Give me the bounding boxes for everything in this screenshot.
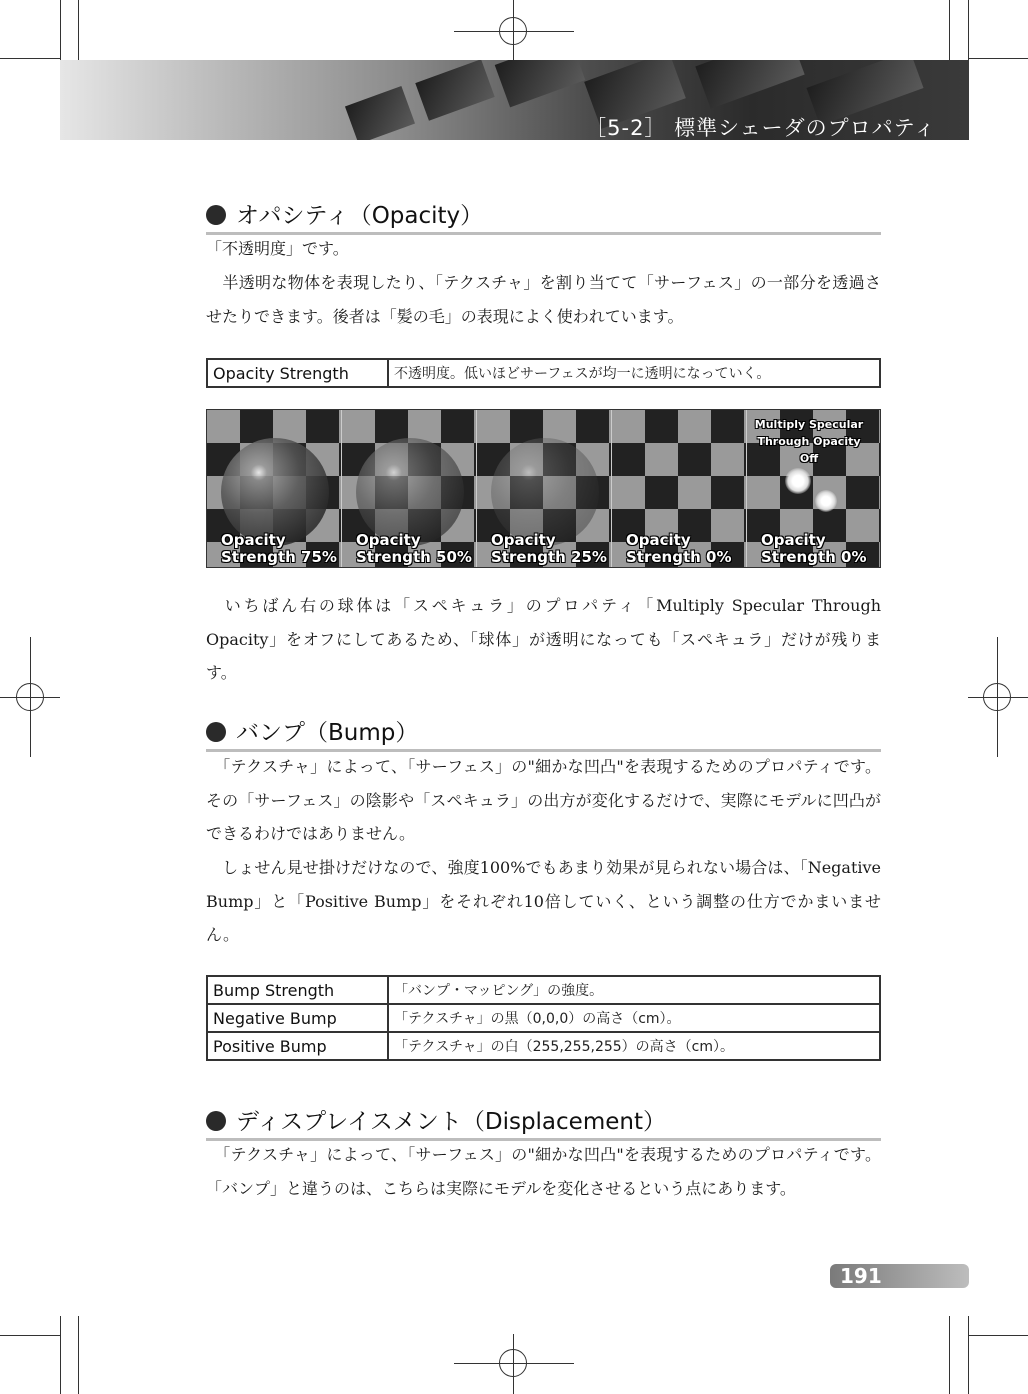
sphere-render bbox=[221, 438, 329, 546]
label-line: Opacity bbox=[356, 531, 421, 549]
label-line: Opacity bbox=[221, 531, 286, 549]
label-line: Strength 0% bbox=[761, 548, 867, 566]
registration-mark bbox=[983, 683, 1011, 711]
section-heading-bump bbox=[206, 714, 881, 752]
registration-mark bbox=[499, 17, 527, 45]
render-panel bbox=[342, 410, 477, 568]
registration-mark bbox=[499, 1349, 527, 1377]
bullet-icon bbox=[206, 722, 226, 742]
chapter-title: ［5-2］ 標準シェーダのプロパティ bbox=[585, 116, 936, 140]
label-line: Strength 75% bbox=[221, 548, 337, 566]
panel-label bbox=[761, 532, 867, 566]
registration-mark bbox=[16, 683, 44, 711]
crop-mark bbox=[968, 1316, 969, 1394]
property-name: Opacity Strength bbox=[207, 359, 388, 387]
note-line: Off bbox=[799, 452, 819, 465]
render-panel bbox=[477, 410, 612, 568]
opacity-render-figure bbox=[206, 409, 881, 568]
specular-note bbox=[747, 416, 874, 467]
bullet-icon bbox=[206, 205, 226, 225]
property-name: Negative Bump bbox=[207, 1004, 388, 1032]
specular-highlight bbox=[815, 490, 837, 512]
banner-decoration bbox=[345, 86, 415, 140]
label-line: Strength 0% bbox=[626, 548, 732, 566]
label-line: Strength 50% bbox=[356, 548, 472, 566]
banner-decoration bbox=[415, 60, 494, 121]
bullet-icon bbox=[206, 1111, 226, 1131]
crop-mark bbox=[78, 0, 79, 60]
crop-mark bbox=[949, 0, 950, 60]
paragraph: しょせん見せ掛けだけなので、強度100%でもあまり効果が見られない場合は、「Negative Bump」と「Positive Bump」をそれぞれ10倍していく、という調整の仕方でかまいません。 bbox=[206, 858, 881, 944]
section-heading-opacity bbox=[206, 197, 881, 235]
table-row bbox=[207, 359, 880, 387]
banner-decoration bbox=[495, 60, 586, 107]
banner-decoration bbox=[695, 60, 804, 109]
property-description: 「テクスチャ」の白（255,255,255）の高さ（cm）。 bbox=[388, 1032, 880, 1060]
section-heading-displacement bbox=[206, 1103, 881, 1141]
crop-mark bbox=[0, 58, 60, 59]
label-line: Opacity bbox=[761, 531, 826, 549]
sphere-render bbox=[356, 438, 464, 546]
heading-text: バンプ（Bump） bbox=[236, 720, 419, 746]
table-row bbox=[207, 1004, 880, 1032]
panel-label bbox=[221, 532, 337, 566]
crop-mark bbox=[60, 1316, 61, 1394]
panel-label bbox=[491, 532, 607, 566]
heading-text: オパシティ（Opacity） bbox=[236, 203, 484, 229]
crop-mark bbox=[968, 58, 1028, 59]
paragraph: いちばん右の球体は「スペキュラ」のプロパティ「Multiply Specular Through Opacity」をオフにしてあるため、「球体」が透明になっても「スペキュラ」だけが残ります。 bbox=[206, 596, 881, 682]
bump-property-table bbox=[206, 975, 881, 1061]
opacity-property-table bbox=[206, 358, 881, 388]
note-line: Through Opacity bbox=[757, 435, 861, 448]
panel-label bbox=[356, 532, 472, 566]
note-line: Multiply Specular bbox=[754, 418, 864, 431]
label-line: Opacity bbox=[626, 531, 691, 549]
crop-mark bbox=[968, 1335, 1028, 1336]
property-description: 「バンプ・マッピング」の強度。 bbox=[388, 976, 880, 1004]
sphere-render bbox=[491, 438, 599, 546]
render-panel bbox=[207, 410, 342, 568]
render-panel bbox=[747, 410, 881, 568]
label-line: Strength 25% bbox=[491, 548, 607, 566]
crop-mark bbox=[949, 1316, 950, 1394]
property-name: Positive Bump bbox=[207, 1032, 388, 1060]
crop-mark bbox=[0, 1335, 60, 1336]
paragraph: 「テクスチャ」によって、「サーフェス」の"細かな凹凸"を表現するためのプロパティです。「バンプ」と違うのは、こちらは実際にモデルを変化させるという点にあります。 bbox=[206, 1145, 881, 1198]
property-description: 不透明度。低いほどサーフェスが均一に透明になっていく。 bbox=[388, 359, 880, 387]
paragraph: 「テクスチャ」によって、「サーフェス」の"細かな凹凸"を表現するためのプロパティです。その「サーフェス」の陰影や「スペキュラ」の出方が変化するだけで、実際にモデルに凹凸ができるわけではありません。 bbox=[206, 757, 881, 843]
heading-text: ディスプレイスメント（Displacement） bbox=[236, 1109, 666, 1135]
property-description: 「テクスチャ」の黒（0,0,0）の高さ（cm）。 bbox=[388, 1004, 880, 1032]
page-number: 191 bbox=[830, 1264, 969, 1288]
crop-mark bbox=[78, 1316, 79, 1394]
table-row bbox=[207, 1032, 880, 1060]
panel-label bbox=[626, 532, 732, 566]
label-line: Opacity bbox=[491, 531, 556, 549]
specular-highlight bbox=[785, 468, 811, 494]
paragraph: 「不透明度」です。 bbox=[206, 239, 349, 258]
render-panel bbox=[612, 410, 747, 568]
paragraph: 半透明な物体を表現したり、「テクスチャ」を割り当てて「サーフェス」の一部分を透過させたりできます。後者は「髪の毛」の表現によく使われています。 bbox=[206, 273, 881, 326]
property-name: Bump Strength bbox=[207, 976, 388, 1004]
table-row bbox=[207, 976, 880, 1004]
